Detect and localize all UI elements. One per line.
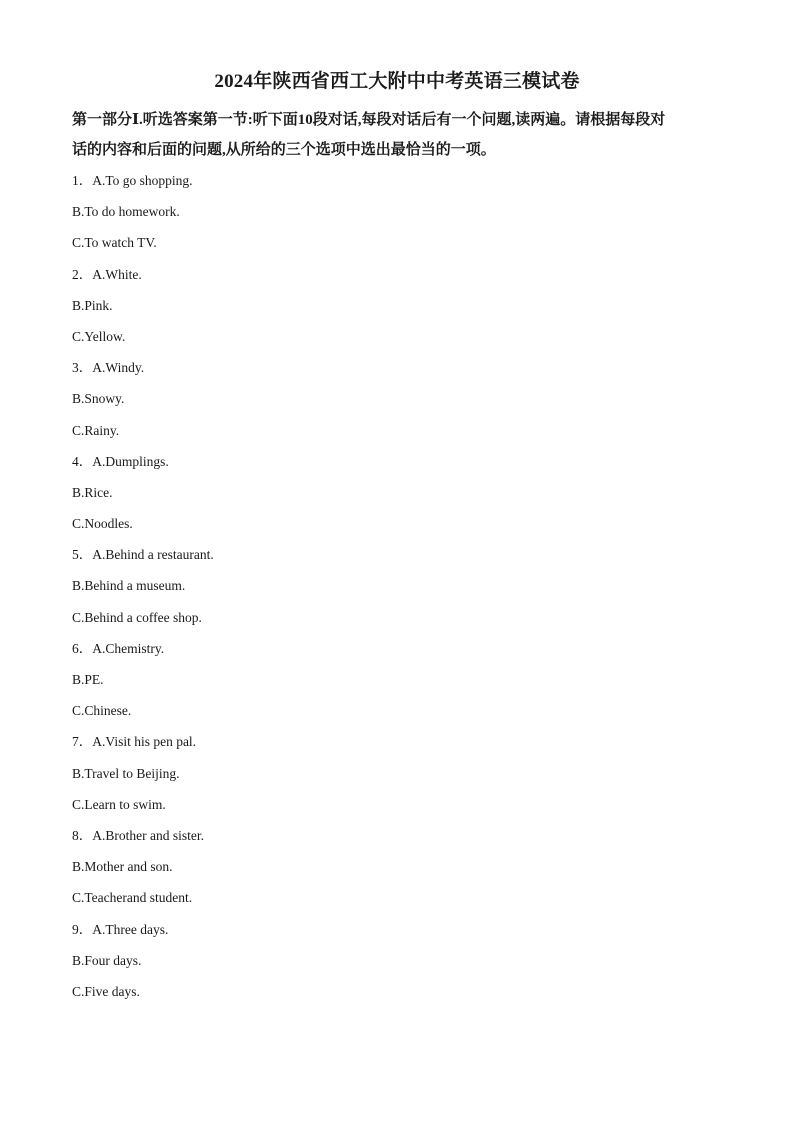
option-line: C.Teacherand student. [72,890,193,906]
option-line: C.Five days. [72,983,140,999]
question-list [72,170,722,1012]
option-line: B.Rice. [72,484,113,500]
option-line: B.Behind a museum. [72,578,186,594]
option-line: C.Noodles. [72,516,133,532]
question-option-line: 8．A.Brother and sister. [72,827,204,843]
page-title: 2024年陕西省西工大附中中考英语三模试卷 [214,71,580,92]
option-line: B.Snowy. [72,391,125,407]
option-line: B.Travel to Beijing. [72,765,180,781]
option-line: C.Yellow. [72,328,126,344]
question-option-line: 7．A.Visit his pen pal. [72,734,197,750]
option-line: C.To watch TV. [72,235,157,251]
question-option-line: 4．A.Dumplings. [72,453,169,469]
option-line: B.To do homework. [72,204,180,220]
question-option-line: 9．A.Three days. [72,921,169,937]
question-option-line: 1．A.To go shopping. [72,173,193,188]
question-option-line: 5．A.Behind a restaurant. [72,547,214,563]
section-instructions [72,105,728,165]
option-line: C.Behind a coffee shop. [72,609,202,625]
option-line: C.Chinese. [72,703,132,719]
option-line: B.Mother and son. [72,859,173,875]
question-option-line: 3．A.Windy. [72,360,145,376]
option-line: B.PE. [72,672,104,687]
instructions-line-2: 话的内容和后面的问题,从所给的三个选项中选出最恰当的一项。 [72,142,496,158]
option-line: C.Rainy. [72,422,120,438]
question-option-line: 2．A.White. [72,266,142,282]
option-line: B.Four days. [72,952,142,968]
option-line: C.Learn to swim. [72,796,166,812]
option-line: B.Pink. [72,297,113,313]
question-option-line: 6．A.Chemistry. [72,640,165,656]
instructions-line-1: 第一部分Ⅰ.听选答案第一节:听下面10段对话,每段对话后有一个问题,读两遍。请根据每段对 [72,112,666,128]
